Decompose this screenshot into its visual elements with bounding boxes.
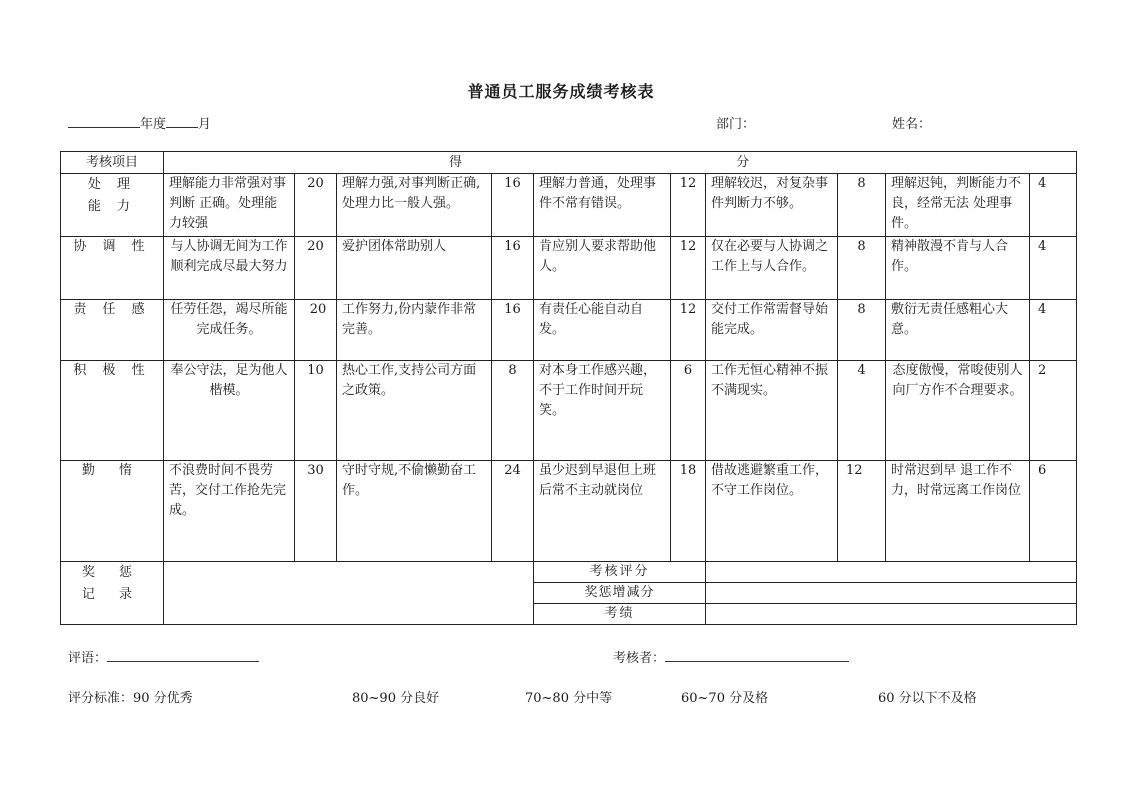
name-label: 姓名： — [892, 117, 932, 132]
criteria-cell: 工作无恒心精神不振不满现实。 — [706, 361, 838, 461]
criteria-cell: 理解能力非常强对事判断 正确。处理能力较强 — [164, 174, 295, 237]
table-header-row — [61, 152, 1077, 174]
record-input-area[interactable] — [164, 562, 534, 625]
criteria-cell: 守时守规,不偷懒勤奋工作。 — [337, 461, 492, 562]
score-cell: 16 — [492, 237, 534, 300]
criteria-cell: 奉公守法，足为他人楷模。 — [164, 361, 295, 461]
record-row — [61, 562, 1077, 583]
table-row — [61, 361, 1077, 461]
score-cell: 16 — [492, 300, 534, 361]
col-header-fen: 分 — [736, 154, 750, 170]
score-cell: 10 — [295, 361, 337, 461]
reviewer-line — [613, 647, 849, 666]
score-cell: 4 — [1030, 174, 1077, 237]
item-coordination: 协 调 性 — [61, 237, 164, 300]
table-row — [61, 174, 1077, 237]
criteria-cell: 敷衍无责任感粗心大意。 — [886, 300, 1030, 361]
comment-blank[interactable] — [107, 648, 259, 662]
criteria-cell: 精神散漫不肯与人合作。 — [886, 237, 1030, 300]
score-cell: 20 — [295, 237, 337, 300]
score-cell: 12 — [671, 300, 706, 361]
score-cell: 6 — [1030, 461, 1077, 562]
score-cell: 4 — [1030, 300, 1077, 361]
criteria-cell: 有责任心能自动自发。 — [534, 300, 671, 361]
item-processing: 处 理 能 力 — [61, 174, 164, 237]
criteria-cell: 理解较迟，对复杂事件判断力不够。 — [706, 174, 838, 237]
criteria-cell: 对本身工作感兴趣，不于工作时间开玩笑。 — [534, 361, 671, 461]
col-header-score — [164, 152, 1077, 174]
score-cell: 18 — [671, 461, 706, 562]
criteria-cell: 仅在必要与人协调之工作上与人合作。 — [706, 237, 838, 300]
score-cell: 12 — [671, 174, 706, 237]
criteria-cell: 交付工作常需督导始能完成。 — [706, 300, 838, 361]
eval-score-value[interactable] — [706, 562, 1077, 583]
score-cell: 30 — [295, 461, 337, 562]
score-cell: 16 — [492, 174, 534, 237]
score-cell: 24 — [492, 461, 534, 562]
grade-good: 80~90 分良好 — [352, 691, 440, 706]
adjust-value[interactable] — [706, 583, 1077, 604]
score-cell: 12 — [671, 237, 706, 300]
score-cell: 20 — [295, 174, 337, 237]
criteria-cell: 理解力普通，处理事件不常有错误。 — [534, 174, 671, 237]
score-cell: 12 — [838, 461, 886, 562]
col-header-de: 得 — [449, 154, 463, 170]
evaluation-table — [60, 151, 1077, 625]
col-header-item: 考核项目 — [61, 152, 164, 174]
criteria-cell: 爱护团体常助别人 — [337, 237, 492, 300]
score-cell: 20 — [295, 300, 337, 361]
table-row — [61, 461, 1077, 562]
item-initiative: 积 极 性 — [61, 361, 164, 461]
reviewer-blank[interactable] — [665, 648, 849, 662]
sub-label-eval-score: 考核评分 — [534, 562, 706, 583]
score-cell: 4 — [838, 361, 886, 461]
score-cell: 4 — [1030, 237, 1077, 300]
criteria-cell: 不浪费时间不畏劳苦，交付工作抢先完成。 — [164, 461, 295, 562]
criteria-cell: 虽少迟到早退但上班后常不主动就岗位 — [534, 461, 671, 562]
sub-label-adjust: 奖惩增减分 — [534, 583, 706, 604]
record-label: 奖 惩 记 录 — [61, 562, 164, 625]
month-label: 月 — [198, 117, 212, 132]
score-cell: 2 — [1030, 361, 1077, 461]
criteria-cell: 理解迟钝，判断能力不良，经常无法 处理事件。 — [886, 174, 1030, 237]
item-responsibility: 责 任 感 — [61, 300, 164, 361]
year-label: 年度 — [140, 117, 167, 132]
criteria-cell: 理解力强,对事判断正确,处理力比一般人强。 — [337, 174, 492, 237]
year-blank[interactable] — [68, 114, 140, 128]
score-cell: 8 — [838, 174, 886, 237]
criteria-cell: 态度傲慢，常唆使别人向厂方作不合理要求。 — [886, 361, 1030, 461]
grade-pass: 60~70 分及格 — [681, 691, 769, 706]
score-cell: 8 — [838, 300, 886, 361]
score-cell: 8 — [838, 237, 886, 300]
period-line — [68, 113, 211, 132]
criteria-cell: 借故逃避繁重工作，不守工作岗位。 — [706, 461, 838, 562]
performance-value[interactable] — [706, 604, 1077, 625]
comment-label: 评语： — [68, 651, 108, 666]
table-row — [61, 237, 1077, 300]
score-cell: 8 — [492, 361, 534, 461]
reviewer-label: 考核者： — [613, 651, 666, 666]
criteria-cell: 热心工作,支持公司方面之政策。 — [337, 361, 492, 461]
criteria-cell: 肯应别人要求帮助他人。 — [534, 237, 671, 300]
criteria-cell: 时常迟到早 退工作不力，时常远离工作岗位 — [886, 461, 1030, 562]
criteria-cell: 工作努力,份内蒙作非常完善。 — [337, 300, 492, 361]
month-blank[interactable] — [166, 114, 198, 128]
sub-label-performance: 考绩 — [534, 604, 706, 625]
grade-medium: 70~80 分中等 — [525, 691, 613, 706]
item-diligence: 勤 惰 — [61, 461, 164, 562]
page-title: 普通员工服务成绩考核表 — [467, 82, 655, 101]
comment-line — [68, 647, 259, 666]
grade-fail: 60 分以下不及格 — [878, 691, 977, 706]
dept-label: 部门： — [716, 117, 756, 132]
criteria-cell: 任劳任怨，竭尽所能完成任务。 — [164, 300, 295, 361]
table-row — [61, 300, 1077, 361]
criteria-cell: 与人协调无间为工作顺利完成尽最大努力 — [164, 237, 295, 300]
standard-label: 评分标准：90 分优秀 — [68, 691, 193, 706]
score-cell: 6 — [671, 361, 706, 461]
